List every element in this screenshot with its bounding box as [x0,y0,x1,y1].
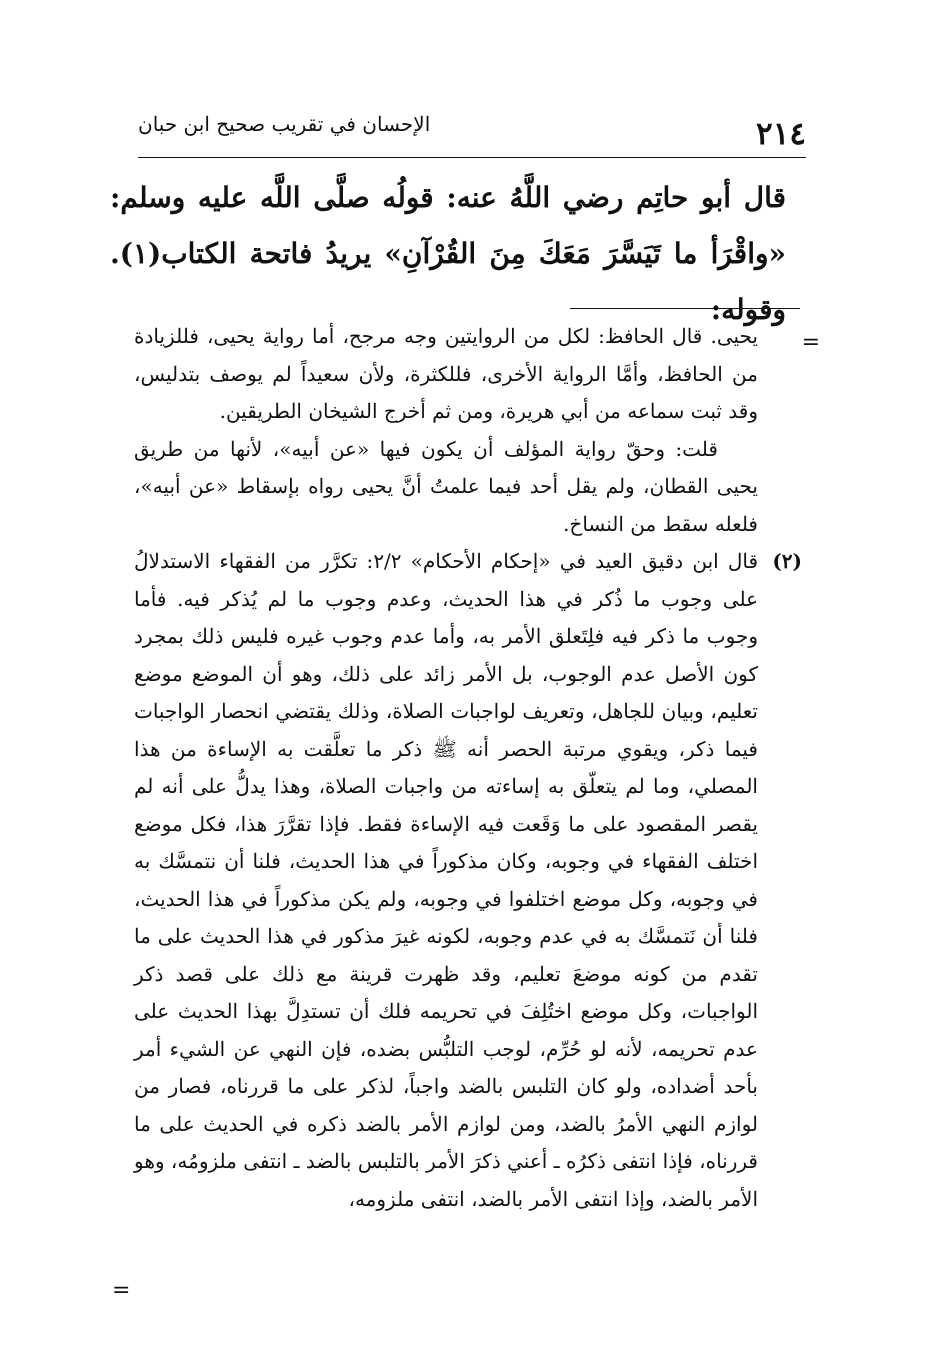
footnote-1-continued: يحيى. قال الحافظ: لكل من الروايتين وجه مرجح، أما رواية يحيى، فللزيادة من الحافظ، وأمَّا الرواية الأخرى، فللكثرة، ولأن سعيداً لم يوصف بتدليس، وقد ثبت سماعه من أبي هريرة، ومن ثم أخرج الشيخان الطريقين. [134,324,758,423]
footnote-continuation-end-mark: = [112,1278,131,1303]
page-number: ٢١٤ [756,116,806,152]
footnote-continuation-mark: = [801,330,820,355]
footnote-divider [570,308,800,309]
footnote-2-text: قال ابن دقيق العيد في «إحكام الأحكام» ٢/٢: تكرَّر من الفقهاء الاستدلالُ على وجوب ما ذُكر في هذا الحديث، وعدم وجوب ما لم يُذكر فيه. فأما وجوب ما ذكر فيه فلِتَعلق الأمر به، وأما عدم وجوب غيره فليس ذلك بمجرد كون الأصل عدم الوجوب، بل الأمر زائد على ذلك، وهو أن الموضع موضع تعليم، وبيان للجاهل، وتعريف لواجبات الصلاة، وذلك يقتضي انحصار الواجبات فيما ذكر، ويقوي مرتبة الحصر أنه ﷺ ذكر ما تعلَّقت به الإساءة من هذا المصلي، وما لم يتعلّق به إساءته من واجبات الصلاة، وهذا يدلُّ على أنه لم يقصر المقصود على ما وَقَعت فيه الإساءة فقط. فإذا تقرَّرَ هذا، فكل موضع اختلف الفقهاء في وجوبه، وكان مذكوراً في هذا الحديث، فلنا أن نتمسَّك به في وجوبه، وكل موضع اختلفوا في وجوبه، ولم يكن مذكوراً في هذا الحديث، فلنا أن نَتمسَّك به في عدم وجوبه، لكونه غيرَ مذكور في هذا الحديث على ما تقدم من كونه موضعَ تعليم، وقد ظهرت قرينة مع ذلك على قصد ذكر الواجبات، وكل موضع اختُلِفَ في تحريمه فلك أن تستدِلَّ بهذا الحديث على عدم تحريمه، لأنه لو حُرِّم، لوجب التلبُّس بضده، فإن النهي عن الشيء أمر بأحد أضداده، ولو كان التلبس بالضد واجباً، لذكر على ما قررناه، فصار من لوازم النهي الأمرُ بالضد، ومن لوازم الأمر بالضد ذكره في الحديث على ما قررناه، فإذا انتفى ذكرُه ـ أعني ذكرَ الأمر بالتلبس بالضد ـ انتفى ملزومُه، وهو الأمر بالضد، وإذا انتفى الأمر بالضد، انتفى ملزومه، [134,549,759,1211]
footnotes [134,318,802,1218]
main-paragraph: قال أبو حاتِم رضي اللَّهُ عنه: قولُه صلَّى اللَّه عليه وسلم: «واقْرَأ ما تَيَسَّرَ مَعَكَ مِنَ القُرْآنِ» يريدُ فاتحة الكتاب(١). وقوله: [110,181,786,326]
main-text [110,170,786,338]
footnote-2-number: (٢) [772,549,802,573]
running-title: الإحسان في تقريب صحيح ابن حبان [138,112,431,136]
footnote-2 [134,543,802,1218]
page-header [138,108,806,152]
header-divider [138,157,806,158]
footnote-1-comment: قلت: وحقّ رواية المؤلف أن يكون فيها «عن أبيه»، لأنها من طريق يحيى القطان، ولم يقل أحد فيما علمتُ أنَّ يحيى رواه بإسقاط «عن أبيه»، فلعله سقط من النساخ. [134,436,758,536]
